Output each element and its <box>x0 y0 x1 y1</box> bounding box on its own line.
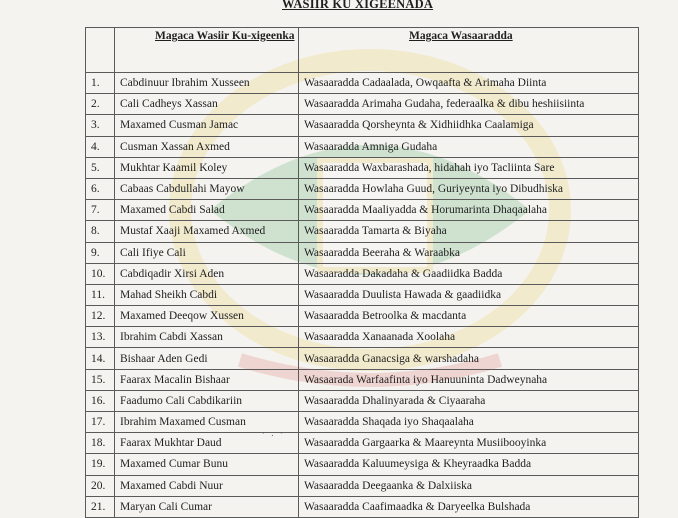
ministry-name: Wasaaradda Maaliyadda & Horumarinta Dhaqaalaha <box>299 200 639 221</box>
table-row <box>86 200 639 221</box>
deputy-minister-name: Cabaas Cabdullahi Mayow <box>115 178 299 199</box>
row-number: 11. <box>86 284 115 305</box>
ministry-name: Wasaaradda Dhalinyarada & Ciyaaraha <box>299 390 639 411</box>
table-row <box>86 306 639 327</box>
deputy-ministers-table <box>85 27 639 518</box>
deputy-minister-name: Mahad Sheikh Cabdi <box>115 284 299 305</box>
header-index <box>86 28 115 73</box>
row-number: 7. <box>86 200 115 221</box>
row-number: 19. <box>86 454 115 475</box>
row-number: 2. <box>86 94 115 115</box>
table-row <box>86 412 639 433</box>
ministry-name: Wasaaradda Beeraha & Waraabka <box>299 242 639 263</box>
ministry-name: Wasaaradda Kaluumeysiga & Kheyraadka Badda <box>299 454 639 475</box>
ministry-name: Wasaaradda Dakadaha & Gaadiidka Badda <box>299 263 639 284</box>
ministry-name: Wasaaradda Cadaalada, Owqaafta & Arimaha Diinta <box>299 73 639 94</box>
ministry-name: Wasaaradda Betroolka & macdanta <box>299 306 639 327</box>
row-number: 17. <box>86 412 115 433</box>
ministry-name: Wasaaradda Amniga Gudaha <box>299 136 639 157</box>
ministry-name: Wasaaradda Deegaanka & Dalxiiska <box>299 475 639 496</box>
ministry-name: Wasaaradda Tamarta & Biyaha <box>299 221 639 242</box>
deputy-minister-name: Faadumo Cali Cabdikariin <box>115 390 299 411</box>
table-body <box>86 73 639 518</box>
table-row <box>86 94 639 115</box>
ministry-name: Wasaaradda Xanaanada Xoolaha <box>299 327 639 348</box>
deputy-minister-name: Cusman Xassan Axmed <box>115 136 299 157</box>
row-number: 14. <box>86 348 115 369</box>
row-number: 10. <box>86 263 115 284</box>
deputy-minister-name: Cali Cadheys Xassan <box>115 94 299 115</box>
deputy-minister-name: Maxamed Cabdi Nuur <box>115 475 299 496</box>
document-title: WASIIR KU XIGEENADA <box>282 0 434 11</box>
row-number: 12. <box>86 306 115 327</box>
header-deputy-minister-name: Magaca Wasiir Ku-xigeenka <box>115 28 299 73</box>
table-row <box>86 496 639 517</box>
row-number: 4. <box>86 136 115 157</box>
scan-smudge: · . · <box>262 428 285 438</box>
row-number: 16. <box>86 390 115 411</box>
row-number: 5. <box>86 157 115 178</box>
row-number: 1. <box>86 73 115 94</box>
ministry-name: Wasaarada Warfaafinta iyo Hanuuninta Dadweynaha <box>299 369 639 390</box>
ministry-name: Wasaaradda Caafimaadka & Daryeelka Bulshada <box>299 496 639 517</box>
row-number: 8. <box>86 221 115 242</box>
deputy-minister-name: Cabdiqadir Xirsi Aden <box>115 263 299 284</box>
deputy-minister-name: Maryan Cali Cumar <box>115 496 299 517</box>
table-row <box>86 475 639 496</box>
row-number: 21. <box>86 496 115 517</box>
header-ministry-name: Magaca Wasaaradda <box>299 28 639 73</box>
deputy-minister-name: Faarax Macalin Bishaar <box>115 369 299 390</box>
deputy-minister-name: Maxamed Cusman Jamac <box>115 115 299 136</box>
table-row <box>86 178 639 199</box>
deputy-minister-name: Ibrahim Maxamed Cusman <box>115 412 299 433</box>
deputy-minister-name: Maxamed Cabdi Salad <box>115 200 299 221</box>
table-row <box>86 73 639 94</box>
deputy-minister-name: Mustaf Xaaji Maxamed Axmed <box>115 221 299 242</box>
ministry-name: Wasaaradda Duulista Hawada & gaadiidka <box>299 284 639 305</box>
table-row <box>86 284 639 305</box>
table-row <box>86 369 639 390</box>
table-row <box>86 433 639 454</box>
table-row <box>86 348 639 369</box>
ministry-name: Wasaaradda Howlaha Guud, Guriyeynta iyo Dibudhiska <box>299 178 639 199</box>
row-number: 15. <box>86 369 115 390</box>
ministry-name: Wasaaradda Shaqada iyo Shaqaalaha <box>299 412 639 433</box>
deputy-minister-name: Maxamed Deeqow Xussen <box>115 306 299 327</box>
ministry-name: Wasaaradda Qorsheynta & Xidhiidhka Caalamiga <box>299 115 639 136</box>
deputy-minister-name: Bishaar Aden Gedi <box>115 348 299 369</box>
table-header-row <box>86 28 639 73</box>
row-number: 13. <box>86 327 115 348</box>
deputy-minister-name: Ibrahim Cabdi Xassan <box>115 327 299 348</box>
ministry-name: Wasaaradda Gargaarka & Maareynta Musiibooyinka <box>299 433 639 454</box>
row-number: 6. <box>86 178 115 199</box>
deputy-minister-name: Faarax Mukhtar Daud <box>115 433 299 454</box>
ministry-name: Wasaaradda Arimaha Gudaha, federaalka & dibu heshiisiinta <box>299 94 639 115</box>
table-row <box>86 136 639 157</box>
deputy-minister-name: Mukhtar Kaamil Koley <box>115 157 299 178</box>
row-number: 18. <box>86 433 115 454</box>
table-row <box>86 115 639 136</box>
row-number: 20. <box>86 475 115 496</box>
ministry-name: Wasaaradda Ganacsiga & warshadaha <box>299 348 639 369</box>
table-row <box>86 242 639 263</box>
deputy-minister-name: Cabdinuur Ibrahim Xusseen <box>115 73 299 94</box>
table-row <box>86 454 639 475</box>
table-row <box>86 390 639 411</box>
deputy-minister-name: Maxamed Cumar Bunu <box>115 454 299 475</box>
table-row <box>86 263 639 284</box>
deputy-minister-name: Cali Ifiye Cali <box>115 242 299 263</box>
ministry-name: Wasaaradda Waxbarashada, hidahah iyo Tacliinta Sare <box>299 157 639 178</box>
table-row <box>86 221 639 242</box>
table-row <box>86 157 639 178</box>
row-number: 3. <box>86 115 115 136</box>
row-number: 9. <box>86 242 115 263</box>
table-row <box>86 327 639 348</box>
